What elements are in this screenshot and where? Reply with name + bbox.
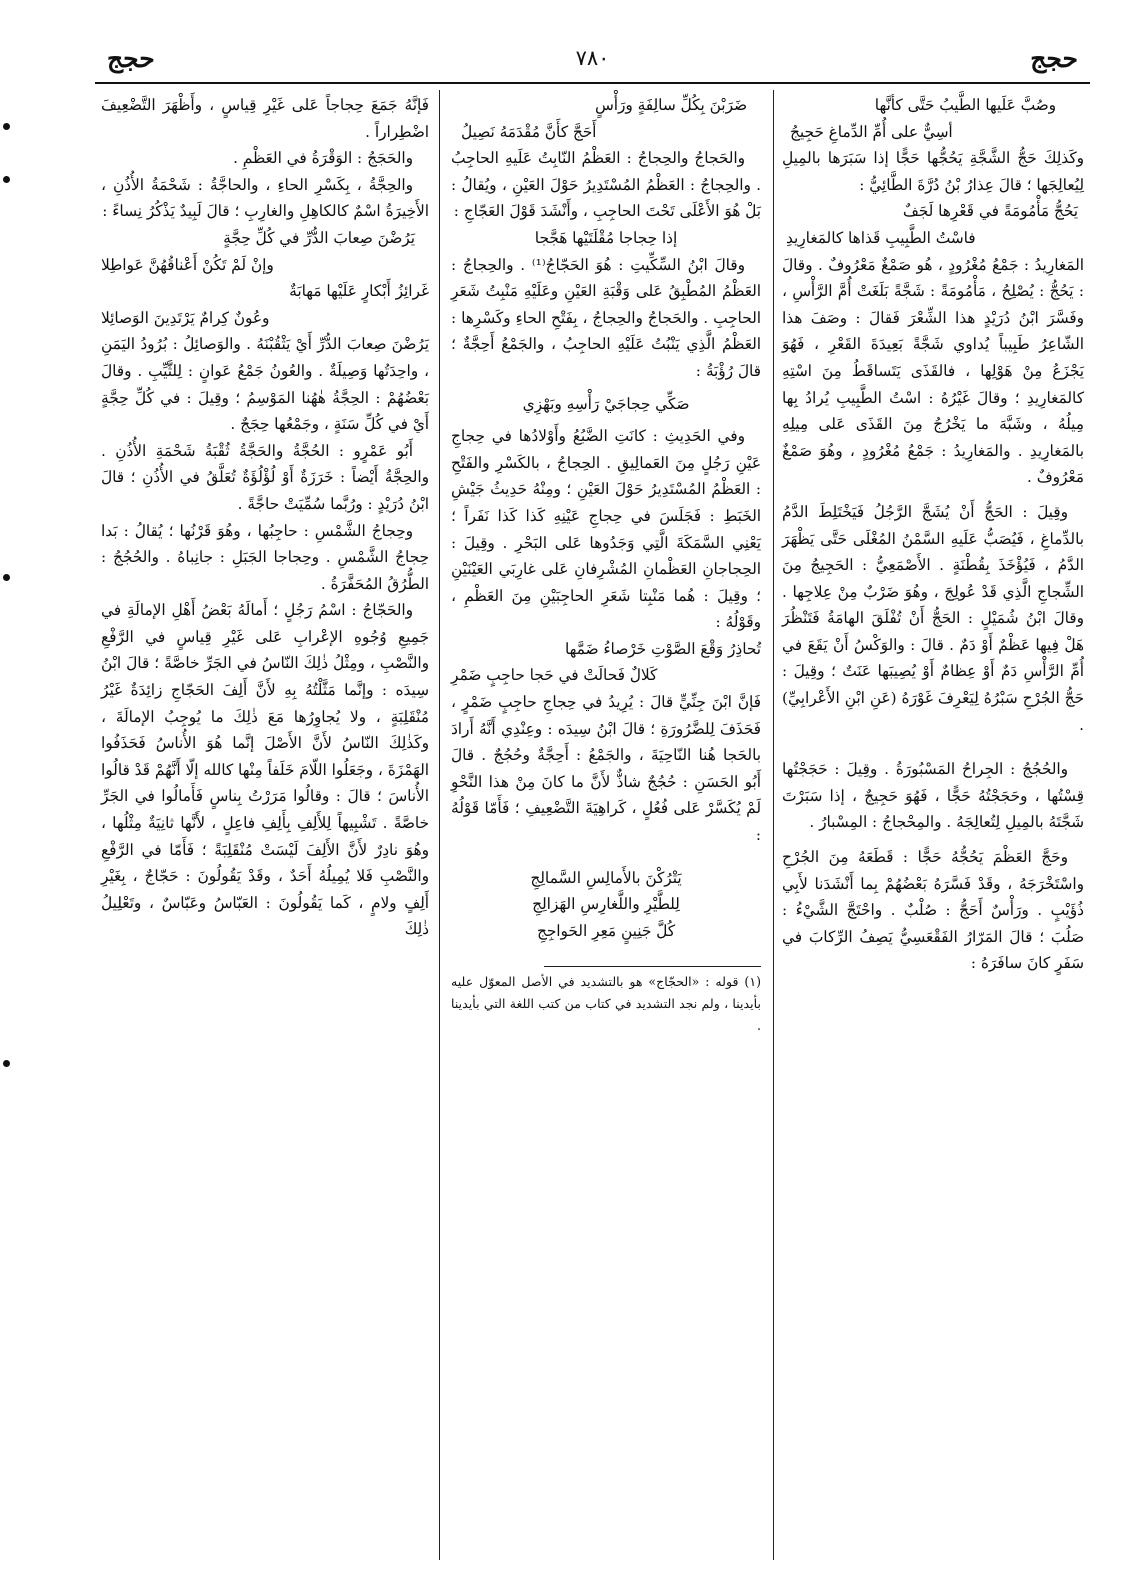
verse-line: تُحاذِرُ وَقْعَ الصَّوْتِ خَرْصاءُ ضَمَّها xyxy=(564,639,761,658)
scan-edge-mark xyxy=(3,176,10,183)
text-column-middle xyxy=(445,90,767,1562)
verse-line: وعُونٌ كِرامٌ يَرْتَدِينَ الوَصائِلا xyxy=(101,308,270,327)
paragraph: والحَجَجُ : الوَقْرَةُ في العَظْمِ . xyxy=(233,149,413,168)
text-column-left xyxy=(95,90,433,1562)
paragraph: فَإنَّ ابْنَ جِنِّيٍّ قالَ : يُرِيدُ في حِجاجِ حاجِبٍ ضَمْرٍ ، فَحَذَفَ لِلضَّرُورَةِ ؛ قالَ ابْنُ سِيدَه : وعِنْدِي أَنَّهُ أَرادَ بالحَجا هُنا النّاحِيَةَ ، والجَمْعُ : أَحِجَّةٌ وحُجُجٌ . قالَ أَبُو الحَسَنِ : حُجُجٌ شاذٌّ لأَنَّ ما كانَ مِنْ هذا النَّحْوِ لَمْ يُكَسَّرْ عَلى فُعُلٍ ، كَراهِيَةَ التَّضْعِيفِ ؛ فَأَمّا قَوْلُهُ : xyxy=(451,693,761,845)
paragraph: وقِيلَ : الحَجُّ أَنْ يُشَجَّ الرَّجُلُ فَيَخْتَلِطَ الدَّمُ بالدِّماغِ ، فَيُصَبُّ عَلَيهِ السَّمْنُ المُغْلَى حَتَّى يَظْهَرَ الدَّمُ ، فَيُؤْخَذَ بِقُطْنَةٍ . الأَصْمَعِيُّ : الحَجِيجُ مِنَ الشِّجاجِ الَّذِي قَدْ عُولِجَ ، وهُوَ ضَرْبٌ مِنْ عِلاجِها . وقالَ ابْنُ شُمَيْلٍ : الحَجُّ أَنْ تُفْلَقَ الهامَةُ فَتَنْظُرَ هَلْ فِيها عَظْمٌ أَوْ دَمٌ . قالَ : والوَكْسُ أَنْ يَقَعَ في أُمِّ الرَّأْسِ دَمٌ أَوْ عِظامٌ أَوْ يُصِيبَها عَنَتٌ ؛ وقِيلَ : حَجُّ الجُرْحِ سَبْرُهُ لِيَعْرِفَ غَوْرَهُ (عَنِ ابْنِ الأَعْرابِيِّ) . xyxy=(782,502,1084,734)
paragraph: وكَذلِكَ حَجُّ الشَّجَّةِ يَحُجُّها حَجًّا إذا سَبَرَها بالمِيلِ لِيُعالِجَها ؛ قالَ عِذارُ بْنُ دُرَّةَ الطَّائِيُّ : xyxy=(782,149,1084,194)
scan-edge-mark xyxy=(3,123,10,130)
paragraph: فَإنَّهُ جَمَعَ حِجاجاً عَلى غَيْرِ قِياسٍ ، وأَظْهَرَ التَّضْعِيفَ اضْطِراراً . xyxy=(101,96,429,141)
verse-line: ضَرَبْنَ بِكُلِّ سالِفَةٍ ورَأْسٍ xyxy=(595,96,747,114)
header-keyword-left: حجج xyxy=(107,44,155,73)
paragraph: والحِجَّةُ ، بِكَسْرِ الحاءِ ، والحاجَّةُ : شَحْمَةُ الأُذُنِ ، الأَخِيرَةُ اسْمٌ كالكاهِلِ والغارِبِ ؛ قالَ لَبِيدٌ يَذْكُرُ نِساءً : xyxy=(101,175,429,221)
verse-line: صَكِّي حِجاجَيْ رَأْسِهِ وبَهْزِي xyxy=(522,394,690,413)
paragraph: والحَجاجُ والحِجاجُ : العَظْمُ النّابِتُ عَلَيهِ الحاجِبُ . والحِجاجُ : العَظْمُ المُسْتَدِيرُ حَوْلَ العَيْنِ ، ويُقالُ : بَلْ هُوَ الأَعْلَى تَحْتَ الحاجِبِ ، وأَنْشَدَ قَوْلَ العَجّاجِ : xyxy=(451,149,761,221)
paragraph: وحَجَّ العَظْمَ يَحُجُّهُ حَجًّا : قَطَعَهُ مِنَ الجُرْحِ واسْتَخْرَجَهُ ، وقَدْ فَسَّرَهُ بَعْضُهُمْ بِما أَنْشَدَنا لأَبِي ذُؤَيْبٍ . ورَأْسٌ أَحَجُّ : صُلْبٌ . واحْتَجَّ الشَّيْءُ : صَلُبَ ؛ قالَ المَرّارُ الفَقْعَسِيُّ يَصِفُ الرِّكابَ في سَفَرٍ كانَ سافَرَهُ : xyxy=(782,848,1084,973)
verse-line: يَتْرُكْنَ بالأَمالِسِ السَّمالِجِ xyxy=(530,868,682,887)
paragraph: وقالَ ابْنُ السِّكِّيتِ : هُوَ الحَجّاجُ⁽¹⁾ . والحِجاجُ : العَظْمُ المُطْبِقُ عَلى وَقْبَةِ العَيْنِ وعَلَيْهِ مَنْبِتُ شَعَرِ الحاجِبِ . والحَجاجُ والحِجاجُ ، بِفَتْحِ الحاءِ وكَسْرِها : العَظْمُ الَّذِي يَنْبُتُ عَلَيْهِ الحاجِبُ ، والجَمْعُ أَحِجَّةٌ ؛ قالَ رُؤْبَةُ : xyxy=(451,255,761,380)
verse-line: فاسْتُ الطَّبِيبِ قَذاها كالمَغارِيدِ xyxy=(786,228,976,247)
scan-edge-mark xyxy=(3,574,10,581)
header-rule xyxy=(95,82,1090,84)
paragraph: وحِجاجُ الشَّمْسِ : حاجِبُها ، وهُوَ قَرْنُها ؛ يُقالُ : بَدا حِجاجُ الشَّمْسِ . وحِجاجا الجَبَلِ : جانِباهُ . والحُجُجُ : الطُّرُقُ المُحَفَّرَةُ . xyxy=(101,521,429,593)
paragraph: والحَجّاجُ : اسْمُ رَجُلٍ ؛ أَمالَهُ بَعْضُ أَهْلِ الإمالَةِ في جَمِيعِ وُجُوهِ الإعْرابِ عَلى غَيْرِ قِياسٍ في الرَّفْعِ والنَّصْبِ ، ومِثْلُ ذٰلِكَ النّاسُ في الجَرِّ خاصَّةً ؛ قالَ ابْنُ سِيدَه : وإنَّما مَثَّلْتُهُ بِهِ لأَنَّ أَلِفَ الحَجّاجِ زائِدَةٌ غَيْرُ مُنْقَلِبَةٍ ، ولا يُجاوِرُها مَعَ ذٰلِكَ ما يُوجِبُ الإمالَةَ ، وكَذٰلِكَ النّاسُ لأَنَّ الأَصْلَ إنَّما هُوَ الأُناسُ فَحَذَفُوا الهَمْزَةَ ، وجَعَلُوا اللّامَ خَلَفاً مِنْها كالله إلّا أَنَّهُمْ قَدْ قالُوا الأُناسَ ؛ قالَ : وقالُوا مَرَرْتُ بِناسٍ فَأَمالُوا في الجَرِّ خاصَّةً . تَشْبِيهاً لِلأَلِفِ بِأَلِفِ فاعِلٍ ، لأَنَّها ثانِيَةٌ مِثْلُها ، وهُوَ نادِرٌ لأَنَّ الأَلِفَ لَيْسَتْ مُنْقَلِبَةً ؛ فَأَمّا في الرَّفْعِ والنَّصْبِ فَلا يُمِيلُهُ أَحَدٌ ، وقَدْ يَقُولُونَ : حَجّاجٌ ، بِغَيْرِ أَلِفٍ ولامٍ ، كَما يَقُولُونَ : العَبّاسُ وعَبّاسٌ ، وتَعْلِيلُ ذٰلِكَ xyxy=(101,601,429,939)
verse-line: وإنْ لَمْ تَكُنْ أَعْناقُهُنَّ عَواطِلا xyxy=(101,255,274,274)
verse-line: غَرائِزُ أَبْكارٍ عَلَيْها مَهابَةٌ xyxy=(289,282,429,301)
verse-line: كَلالٌ فَحالَتْ في حَجا حاجِبٍ ضَمْرِ xyxy=(451,666,658,685)
page-number: ٧٨٠ xyxy=(575,46,610,70)
verse-line: وصُبَّ عَلَيها الطَّيبُ حَتَّى كأنَّها xyxy=(874,96,1056,114)
paragraph: يَرُضْنَ صِعابَ الدُّرِّ أَيْ يَثْقُبْنَهُ . والوَصائِلُ : بُرُودُ اليَمَنِ ، واحِدَتُها وَصِيلَةٌ . والعُونُ جَمْعُ عَوانٍ : لِلثَّيِّبِ . وقالَ بَعْضُهُمْ : الحِجَّةُ هٰهُنا المَوْسِمُ ؛ وقِيلَ : في كُلِّ حِجَّةٍ أَيْ في كُلِّ سَنَةٍ ، وجَمْعُها حِجَجٌ . xyxy=(101,335,429,434)
header-keyword-right: حجج xyxy=(1030,44,1078,73)
verse-line: أسِيٌّ على أُمِّ الدِّماغِ حَجِيجُ xyxy=(790,122,953,141)
verse-line: يَحُجُّ مَأْمُومَةً في قَعْرِها لَجَفٌ xyxy=(902,202,1078,221)
paragraph: وفي الحَدِيثِ : كانَتِ الضَّبُعُ وأَوْلادُها في حِجاجِ عَيْنِ رَجُلٍ مِنَ العَمالِيقِ . الحِجاجُ ، بالكَسْرِ والفَتْحِ : العَظْمُ المُسْتَدِيرُ حَوْلَ العَيْنِ ؛ ومِنْهُ حَدِيثُ جَيْشِ الخَبَطِ : فَجَلَسَ في حِجاجِ عَيْنِهِ كَذا كَذا نَفَراً ؛ يَعْنِي السَّمَكَةَ الَّتِي وَجَدُوها عَلى البَحْرِ . وقِيلَ : الحِجاجانِ العَظْمانِ المُشْرِفانِ عَلى غارِبَي العَيْنَيْنِ ؛ وقِيلَ : هُما مَنْبِتا شَعَرِ الحاجِبَيْنِ مِنَ العَظْمِ ، وقَوْلُهُ : xyxy=(451,427,761,632)
paragraph: المَغارِيدُ : جَمْعُ مُغْرُودٍ ، هُو صَمْغٌ مَعْرُوفٌ . وقالَ : يَحُجُّ : يُصْلِحُ ، مَأْمُومَةً : شَجَّةً بَلَغَتْ أُمَّ الرَّأْسِ ، وفَسَّرَ ابْنُ دُرَيْدٍ هذا الشِّعْرَ فَقالَ : وصَفَ هذا الشّاعِرُ طَبِيباً يُداوي شَجَّةً بَعِيدَةَ القَعْرِ ، فَهُوَ يَجْزَعُ مِنْ هَوْلِها ، فالقَذَى يَتَساقَطُ مِنَ اسْتِهِ كالمَغارِيدِ ؛ وقالَ غَيْرُهُ : اسْتُ الطَّبِيبِ يُرادُ بِها مِيلُهُ ، وشَبَّهَ ما يَخْرُجُ مِنَ القَذَى عَلى مِيلِهِ بالمَغارِيدِ . والمَغارِيدُ : جَمْعُ مُغْرُودٍ ، وهُوَ صَمْغٌ مَعْرُوفٌ . xyxy=(782,255,1084,487)
page-header xyxy=(95,40,1090,80)
verse-line: يَرُضْنَ صِعابَ الدُّرِّ في كُلِّ حِجَّةٍ xyxy=(223,228,415,247)
verse-line: لِلطَّيْرِ واللَّغارِسِ الهَزالِجِ xyxy=(532,895,680,914)
verse-line: كُلَّ جَنِينٍ مَعِرِ الحَواجِجِ xyxy=(536,921,676,940)
scan-edge-mark xyxy=(3,1060,10,1067)
footnote-rule xyxy=(544,966,761,967)
column-divider xyxy=(773,90,774,1560)
verse-line: إذا حِجاجا مُقْلَتَيْها هَجَّجا xyxy=(534,228,678,247)
column-divider xyxy=(439,90,440,1560)
paragraph: والحُجُجُ : الجِراحُ المَسْبُورَةُ . وقِيلَ : حَجَجْتُها قِسْتُها ، وحَجَجْتُهُ حَجًّا ، فَهُوَ حَجِيجٌ ، إذا سَبَرْتَ شَجَّتَهُ بالمِيلِ لِتُعالِجَهُ . والمِحْجاجُ : المِسْبارُ . xyxy=(782,760,1084,832)
paragraph: أَبُو عَمْرٍو : الحُجَّةُ والحَجَّةُ ثُقْبَةُ شَحْمَةِ الأُذُنِ . والحِجَّةُ أَيْضاً : خَرَزَةٌ أَوْ لُؤْلُؤَةٌ تُعَلَّقُ في الأُذُنِ ؛ قالَ ابْنُ دُرَيْدٍ : ورُبَّما سُمِّيَتْ حاجَّةً . xyxy=(101,441,429,513)
footnote: (١) قوله : «الحجّاج» هو بالتشديد في الأصل المعوّل عليه بأيدينا ، ولم نجد التشديد في كتاب من كتب اللغة التي بأيدينا . xyxy=(451,974,761,1034)
verse-line: أَحَجَّ كأَنَّ مُقْدَمَهُ نَصِيلُ xyxy=(461,122,597,141)
text-column-right xyxy=(780,90,1090,1562)
